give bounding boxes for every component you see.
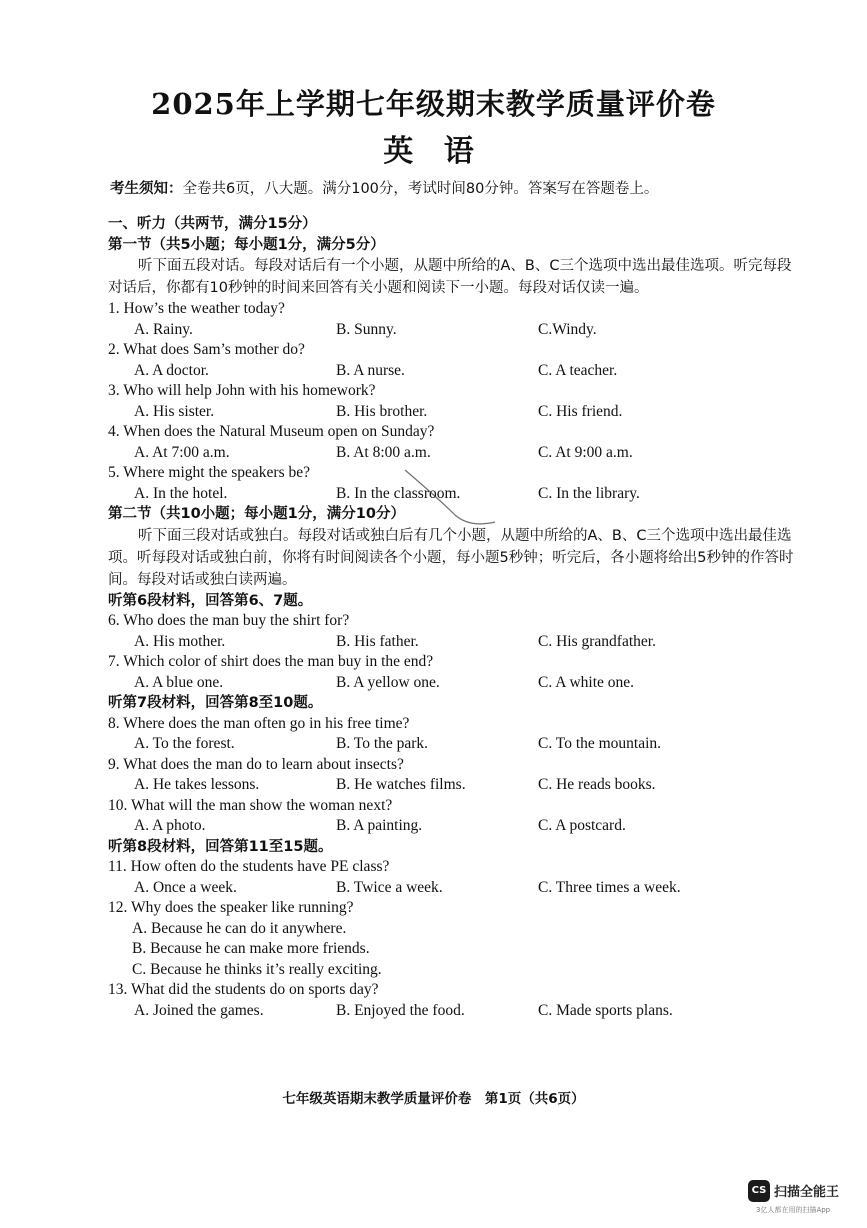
option-b: B. At 8:00 a.m. — [336, 443, 431, 461]
option-a: A. A photo. — [134, 817, 206, 834]
option-a: A. His mother. — [134, 632, 226, 650]
notice-text: 全卷共6页，八大题。满分100分，考试时间80分钟。答案写在答题卷上。 — [182, 181, 659, 197]
material-8-heading: 听第8段材料，回答第11至15题。 — [108, 838, 333, 855]
question-11: 11. How often do the students have PE class? — [108, 858, 390, 875]
options-11 — [108, 878, 798, 899]
option-c: C. His friend. — [538, 402, 623, 420]
option-a: A. A doctor. — [134, 361, 209, 379]
option-a: A. Joined the games. — [134, 1001, 264, 1019]
option-c: C. A white one. — [538, 673, 635, 691]
option-a: A. Rainy. — [134, 320, 193, 338]
options-6 — [108, 632, 798, 653]
option-a: A. A blue one. — [134, 673, 224, 691]
option-b: B. A yellow one. — [336, 673, 440, 691]
option-b: B. He watches films. — [336, 776, 466, 793]
option-a: A. In the hotel. — [134, 484, 228, 502]
watermark-name: 扫描全能王 — [774, 1185, 840, 1200]
option-c: C. He reads books. — [538, 776, 656, 793]
question-12: 12. Why does the speaker like running? — [108, 899, 354, 916]
section-heading: 一、听力（共两节，满分15分） — [108, 216, 317, 232]
option-c: C. Three times a week. — [538, 878, 681, 896]
listening-section — [108, 214, 798, 1021]
exam-title: 2025年上学期七年级期末教学质量评价卷 — [151, 87, 716, 121]
camscanner-logo-icon: CS — [748, 1180, 770, 1202]
option-a: A. Once a week. — [134, 878, 237, 896]
exam-notice — [110, 177, 800, 198]
part1-heading: 第一节（共5小题；每小题1分，满分5分） — [108, 236, 385, 253]
options-8 — [108, 734, 798, 755]
page-footer: 七年级英语期末教学质量评价卷 第1页（共6页） — [282, 1091, 585, 1107]
option-c: C. A teacher. — [538, 361, 618, 379]
option-b: B. To the park. — [336, 735, 429, 752]
question-2: 2. What does Sam’s mother do? — [108, 341, 305, 358]
question-5: 5. Where might the speakers be? — [108, 464, 310, 481]
options-1 — [108, 320, 798, 341]
question-9: 9. What does the man do to learn about insects? — [108, 755, 404, 773]
option-b: B. Because he can make more friends. — [132, 940, 370, 957]
option-b: B. Enjoyed the food. — [336, 1001, 465, 1019]
question-10: 10. What will the man show the woman next? — [108, 796, 393, 814]
notice-label: 考生须知： — [110, 181, 183, 197]
part2-heading: 第二节（共10小题；每小题1分，满分10分） — [108, 506, 405, 522]
option-a: A. At 7:00 a.m. — [134, 443, 230, 461]
question-13: 13. What did the students do on sports day? — [108, 981, 379, 998]
material-7-heading: 听第7段材料，回答第8至10题。 — [108, 695, 323, 711]
options-3 — [108, 402, 798, 423]
option-a: A. His sister. — [134, 402, 215, 420]
option-b: B. A nurse. — [336, 361, 405, 379]
question-1: 1. How’s the weather today? — [108, 300, 285, 317]
option-c: C.Windy. — [538, 320, 597, 338]
option-c: C. A postcard. — [538, 817, 626, 834]
option-c: C. At 9:00 a.m. — [538, 443, 633, 461]
option-b: B. In the classroom. — [336, 484, 461, 502]
option-c: C. His grandfather. — [538, 632, 656, 650]
option-c: C. In the library. — [538, 484, 640, 502]
option-c: C. To the mountain. — [538, 735, 662, 752]
option-b: B. Sunny. — [336, 320, 397, 338]
question-3: 3. Who will help John with his homework? — [108, 382, 376, 399]
option-a: A. To the forest. — [134, 735, 235, 752]
options-4 — [108, 443, 798, 464]
option-a: A. Because he can do it anywhere. — [132, 919, 347, 937]
question-7: 7. Which color of shirt does the man buy in the end? — [108, 653, 434, 670]
options-2 — [108, 361, 798, 382]
scanner-watermark — [748, 1180, 858, 1220]
part1-instruction: 听下面五段对话。每段对话后有一个小题，从题中所给的A、B、C三个选项中选出最佳选项。听完每段对话后，你都有10秒钟的时间来回答有关小题和阅读下一小题。每段对话仅读一遍。 — [108, 258, 792, 296]
options-5 — [108, 484, 798, 505]
option-c: C. Made sports plans. — [538, 1001, 673, 1019]
options-13 — [108, 1001, 798, 1022]
question-8: 8. Where does the man often go in his free time? — [108, 714, 410, 732]
watermark-tagline: 3亿人都在用的扫描App — [756, 1206, 831, 1214]
option-a: A. He takes lessons. — [134, 776, 260, 793]
part2-instruction: 听下面三段对话或独白。每段对话或独白后有几个小题，从题中所给的A、B、C三个选项中选出最佳选项。听每段对话或独白前，你将有时间阅读各个小题，每小题5秒钟；听完后，各小题将给出5秒钟的作答时间。每段对话或独白读两遍。 — [108, 527, 794, 588]
subject-title: 英 语 — [383, 134, 484, 169]
options-7 — [108, 673, 798, 694]
option-b: B. A painting. — [336, 817, 423, 834]
option-c: C. Because he thinks it’s really exciting. — [132, 960, 382, 978]
options-9 — [108, 775, 798, 796]
question-6: 6. Who does the man buy the shirt for? — [108, 612, 350, 629]
options-10 — [108, 816, 798, 837]
option-b: B. His brother. — [336, 402, 428, 420]
option-b: B. Twice a week. — [336, 878, 443, 896]
material-6-heading: 听第6段材料，回答第6、7题。 — [108, 592, 313, 609]
question-4: 4. When does the Natural Museum open on Sunday? — [108, 423, 435, 440]
option-b: B. His father. — [336, 632, 419, 650]
